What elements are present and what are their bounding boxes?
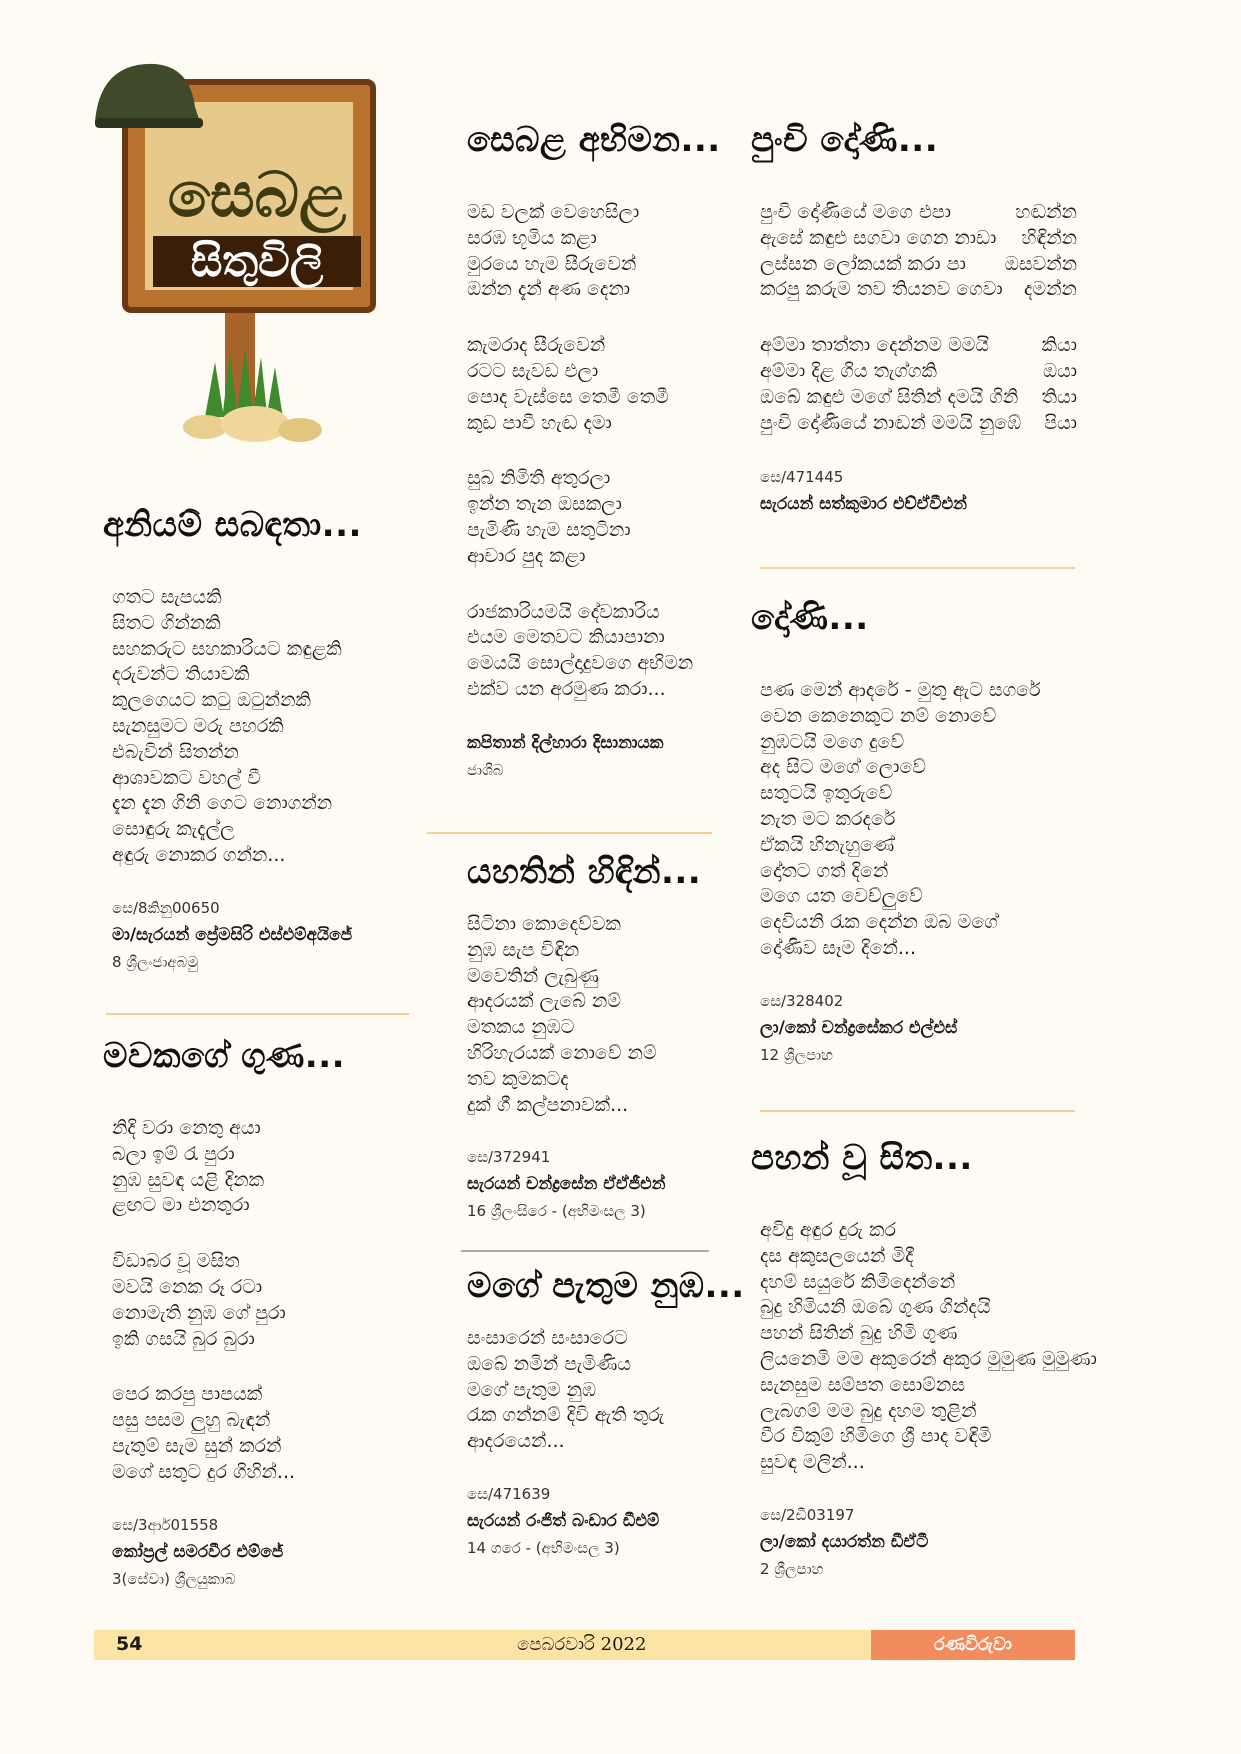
verse-line: අඳුරු නොකර ගන්න... [112, 843, 286, 866]
poem-doni [751, 598, 1084, 1064]
verse-row [760, 226, 1077, 252]
verse-line: පහන් සිතින් බුදු හිමි ගුණ [760, 1322, 958, 1345]
verse-line: කුලගෙයට කටු ඔටුන්නකි [112, 689, 311, 712]
poet-unit: ජාශිබ [467, 760, 504, 779]
verse-text: අම්මා තාත්තා දෙන්නම මමයි [760, 334, 990, 357]
poem-mawakage [103, 1036, 433, 1588]
stanza [467, 912, 767, 1118]
poem-title: යහතින් හිඳින්... [467, 852, 702, 892]
verse-end: තියා [1041, 385, 1077, 408]
verse-line: කුඩ පාවී හැඬ දමා [467, 411, 612, 434]
verse-line: ආදරයක් ලැබේ නම් [467, 990, 622, 1013]
poem-sebala-abhimana [467, 120, 767, 779]
stanza [112, 1249, 433, 1352]
logo-line-1: සෙබළ [167, 158, 347, 231]
verse-line: සැනසුමට මරු පහරකි [112, 714, 284, 737]
verse-line: එයම මෙතවට කියාපානා [467, 626, 665, 649]
stanza [467, 333, 767, 436]
verse-line: නිදි වරා නෙතු අයා [112, 1117, 261, 1139]
stanza [112, 1382, 433, 1485]
magazine-name: රණවිරුවා [871, 1630, 1075, 1660]
poet-name: කපිතාන් දිල්හාරා දිසානායක [467, 732, 664, 753]
verse-line: හිරිහැරයක් නොවේ නම් [467, 1041, 657, 1064]
verse-line: අද සිට මගේ ලොවේ [760, 756, 927, 779]
poem-pahan-wu-sitha [751, 1138, 1097, 1578]
poet-unit: 2 ශ්‍රීලපාහ [760, 1559, 824, 1578]
divider [106, 1013, 409, 1015]
verse-line: දරුවන්ට තියාවකි [112, 663, 250, 686]
verse-line: එක්ව යන අරමුණ කරා... [467, 677, 666, 700]
verse-line: රැක ගන්නම් දිවි ඇති තුරු [467, 1404, 665, 1427]
verse-text: කරපු කරුම තව තියනව ගෙවා [760, 278, 1003, 301]
stanza [112, 1116, 433, 1219]
stanza [760, 1218, 1097, 1476]
verse-row [760, 359, 1077, 385]
poem-punchi-doni [751, 120, 1084, 515]
issue-date: පෙබරවාරි 2022 [517, 1634, 647, 1655]
logo-illustration [95, 62, 385, 447]
poem-title: අනියම් සබඳතා... [103, 505, 362, 545]
verse-line: මගේ පැතුම නුඹ [467, 1378, 597, 1401]
verse-line: දුක් ගී කල්පනාවක්... [467, 1093, 629, 1116]
verse-line: පොද වැස්සෙ තෙමී තෙමී [467, 385, 669, 408]
poet-code: සෙ/471639 [467, 1484, 551, 1503]
poet-name: සැරයන් රංජිත් බංඩාර ඩීඑම් [467, 1510, 660, 1531]
stanza [467, 1326, 767, 1455]
verse-line: රාජකාරියමයි දේවකාරිය [467, 600, 660, 623]
verse-line: රටට සැවඩ එලා [467, 359, 599, 382]
verse-line: සංසාරෙන් සංසාරෙට [467, 1327, 628, 1349]
divider [461, 1250, 709, 1252]
verse-line: ඉන්න තැන ඔසකලා [467, 493, 622, 516]
stanza [467, 600, 767, 703]
verse-line: මවයි නෙක රූ රටා [112, 1275, 263, 1298]
verse-line: මවෙතින් ලැබුණු [467, 964, 599, 987]
verse-end: හිඳින්න [1021, 226, 1077, 249]
verse-line: නුඹටයි මගෙ දුවේ [760, 730, 905, 753]
verse-line: දහම් සයුරේ කිමිදෙන්නේ [760, 1270, 956, 1293]
verse-text: ලස්සන ලෝකයක් කරා පා [760, 252, 966, 275]
verse-line: වීර විකුම් හිමිගෙ ශ්‍රී පාද වඳිමි [760, 1425, 992, 1448]
verse-line: ආදරයෙන්... [467, 1430, 565, 1453]
poet-unit: 8 ශ්‍රීලංජාඅබමු [112, 952, 199, 971]
verse-line: දස අකුසලයෙන් මිදී [760, 1244, 914, 1267]
poem-title: මවකගේ ගුණ... [103, 1036, 346, 1076]
verse-line: සුවඳ මලින්... [760, 1451, 865, 1474]
verse-line: ලැබගම් මම බුදු දහම තුළින් [760, 1399, 977, 1422]
verse-line: සිටිනා කොදෙව්වක [467, 913, 621, 935]
poem-title: සෙබළ අභිමන... [467, 120, 721, 160]
poem-yahathin [467, 852, 767, 1220]
poet-code: සෙ/471445 [760, 468, 844, 487]
verse-line: පසු පසම ලුහු බැඳන් [112, 1409, 271, 1432]
verse-end: දමන්න [1024, 278, 1077, 301]
verse-end: හඬන්න [1015, 201, 1077, 223]
verse-line: සුබ නිමිති අතුරලා [467, 467, 611, 490]
stanza [467, 200, 767, 303]
page-number: 54 [116, 1633, 143, 1655]
verse-line: පැතුම් සැම සුන් කරන් [112, 1434, 282, 1457]
verse-line: විඩාබර වූ මසිත [112, 1250, 240, 1273]
poet-unit: 14 ගරෙ - (අභිමංසල 3) [467, 1538, 620, 1557]
verse-line: සහකරුට සහකාරියට කඳුළකි [112, 637, 342, 660]
verse-end: කියා [1041, 334, 1077, 357]
verse-text: පුංචි දෝණියේ නාඬන් මමයි නුඹේ [760, 411, 1022, 434]
verse-line: මගේ සතුට දුර ගිහින්... [112, 1460, 296, 1483]
verse-text: අම්මා දිළ ගිය තැග්ගකි [760, 359, 937, 382]
verse-line: මඩ වලක් වෙහෙසිලා [467, 201, 640, 223]
verse-line: කැමරාද සීරුවෙන් [467, 334, 606, 357]
verse-row [760, 411, 1077, 437]
verse-line: සිතට ගින්නකි [112, 611, 221, 634]
verse-line: එබැවින් සිතන්න [112, 740, 239, 763]
verse-line: නොමැති නුඹ ගේ පුරා [112, 1301, 286, 1324]
verse-end: ඔසවන්න [1004, 252, 1077, 275]
verse-line: නුඹ සුවඳ යළි දිනක [112, 1168, 265, 1191]
poet-name: මා/සැරයන් ප්‍රේමසිරි එස්එම්අයිජේ [112, 924, 353, 945]
poem-title: පුංචි දෝණි... [751, 120, 939, 160]
verse-line: ආචාර පුද කළා [467, 544, 586, 567]
verse-line: දෙවියනි රැක දෙන්න ඔබ මගේ [760, 911, 998, 934]
poet-name: සැරයන් සත්කුමාර එච්ඒවීඑන් [760, 494, 967, 515]
verse-line: දැන දැන ගිනි ගෙට නොගන්න [112, 792, 333, 815]
verse-text: ඔබේ කඳුළු මගේ සිතින් දමයි ගිනි [760, 385, 1019, 408]
verse-line: පැමිණි හැම සතුටිනා [467, 518, 631, 541]
verse-line: නුඹ සැප විඳින [467, 938, 580, 961]
verse-text: පුංචි දෝණියේ මගෙ එපා [760, 201, 951, 223]
divider [760, 1110, 1075, 1112]
poem-mage-pathuma [467, 1266, 767, 1557]
verse-line: වෙන කෙනෙකුට නම් නොවේ [760, 704, 997, 727]
verse-line: මුරයෙ හැම සීරුවෙන් [467, 252, 637, 275]
poet-code: සෙ/3ආර්01558 [112, 1515, 219, 1534]
page-footer [94, 1630, 1075, 1660]
divider [427, 832, 712, 834]
verse-line: මෙයයි සොල්දාදුවගෙ අභිමන [467, 652, 694, 675]
verse-line: පෙර කරපු පාපයක් [112, 1383, 263, 1406]
verse-row [760, 200, 1077, 226]
poem-aniyam [103, 505, 433, 971]
poem-title: පහන් වූ සිත... [751, 1138, 973, 1178]
verse-row [760, 333, 1077, 359]
verse-line: ඔන්න දැන් අණ දෙනා [467, 278, 631, 301]
poet-unit: 3(සේවා) ශ්‍රීලයුකාබ [112, 1569, 236, 1588]
stanza [467, 466, 767, 569]
verse-line: ඉකි ගසයි බුර බුරා [112, 1327, 255, 1350]
verse-line: සොඳුරු කැදැල්ල [112, 818, 235, 841]
stanza [760, 678, 1084, 962]
verse-line: ආශාවකට වහල් වී [112, 766, 261, 789]
poet-code: සෙ/8කිනු00650 [112, 898, 220, 917]
verse-line: පණ මෙන් ආදරේ - මුතු ඇට සගරේ [760, 679, 1041, 701]
poet-unit: 12 ශ්‍රීලපාහ [760, 1045, 833, 1064]
poem-title: මගේ පැතුම නුඹ... [467, 1266, 745, 1306]
poet-code: සෙ/2ඩී03197 [760, 1505, 855, 1524]
verse-line: ගතට සැපයකි [112, 586, 222, 608]
verse-line: ලියනෙමි මම අකුරෙන් අකුර මුමුණ මුමුණා [760, 1347, 1097, 1370]
verse-line: ළඟට මා එනතුරා [112, 1194, 250, 1217]
verse-row [760, 385, 1077, 411]
poet-name: ලා/කෝ දයාරත්න ඩීඒටී [760, 1531, 929, 1552]
verse-line: දෝතට ගත් දිනේ [760, 859, 889, 882]
verse-line: ඔබේ නමින් පැමිණිය [467, 1352, 632, 1375]
verse-line: නැත මට කරදරේ [760, 807, 896, 830]
poet-code: සෙ/372941 [467, 1148, 551, 1167]
poet-name: සැරයන් චන්ද්‍රසේන ඒඒජීඑන් [467, 1174, 666, 1195]
verse-line: සතුටයි ඉතුරුවේ [760, 782, 893, 805]
verse-line: මගෙ යත වෙච්ලුවේ [760, 885, 923, 908]
verse-line: මතකය නුඹට [467, 1016, 575, 1039]
verse-line: බුදු හිමියනි ඔබේ ගුණ ගින්දයි [760, 1296, 991, 1319]
poem-title: දෝණි... [751, 598, 869, 638]
logo-line-2: සිතුවිලි [153, 236, 361, 287]
verse-end: ඔයා [1043, 359, 1077, 382]
verse-line: අවිදු අඳුර දුරු කර [760, 1219, 897, 1241]
verse-line: තව කුමකටද [467, 1067, 569, 1090]
verse-line: සරඹ භූමිය කළා [467, 226, 597, 249]
verse-row [760, 252, 1077, 278]
stanza [112, 585, 433, 869]
verse-line: බලා ඉම් රැ පුරා [112, 1142, 235, 1165]
verse-line: ඒකයි හිනැහුණේ [760, 833, 895, 856]
divider [760, 567, 1075, 569]
verse-line: දෝණිව සෑම දිනේ... [760, 936, 916, 959]
poet-code: සෙ/328402 [760, 991, 844, 1010]
poet-name: ලා/කෝ චන්ද්‍රසේකර එල්එස් [760, 1017, 958, 1038]
poet-unit: 16 ශ්‍රීලංසිරෙ - (අභිමංසල 3) [467, 1202, 646, 1221]
verse-line: සැනසුම සම්පත සොම්නස [760, 1373, 966, 1396]
verse-end: පියා [1044, 411, 1077, 434]
verse-text: ඇසේ කඳුළු සගවා ගෙන නාඩා [760, 226, 997, 249]
poet-name: කෝප්‍රල් සමරවීර එම්ජේ [112, 1541, 284, 1562]
verse-row [760, 277, 1077, 303]
